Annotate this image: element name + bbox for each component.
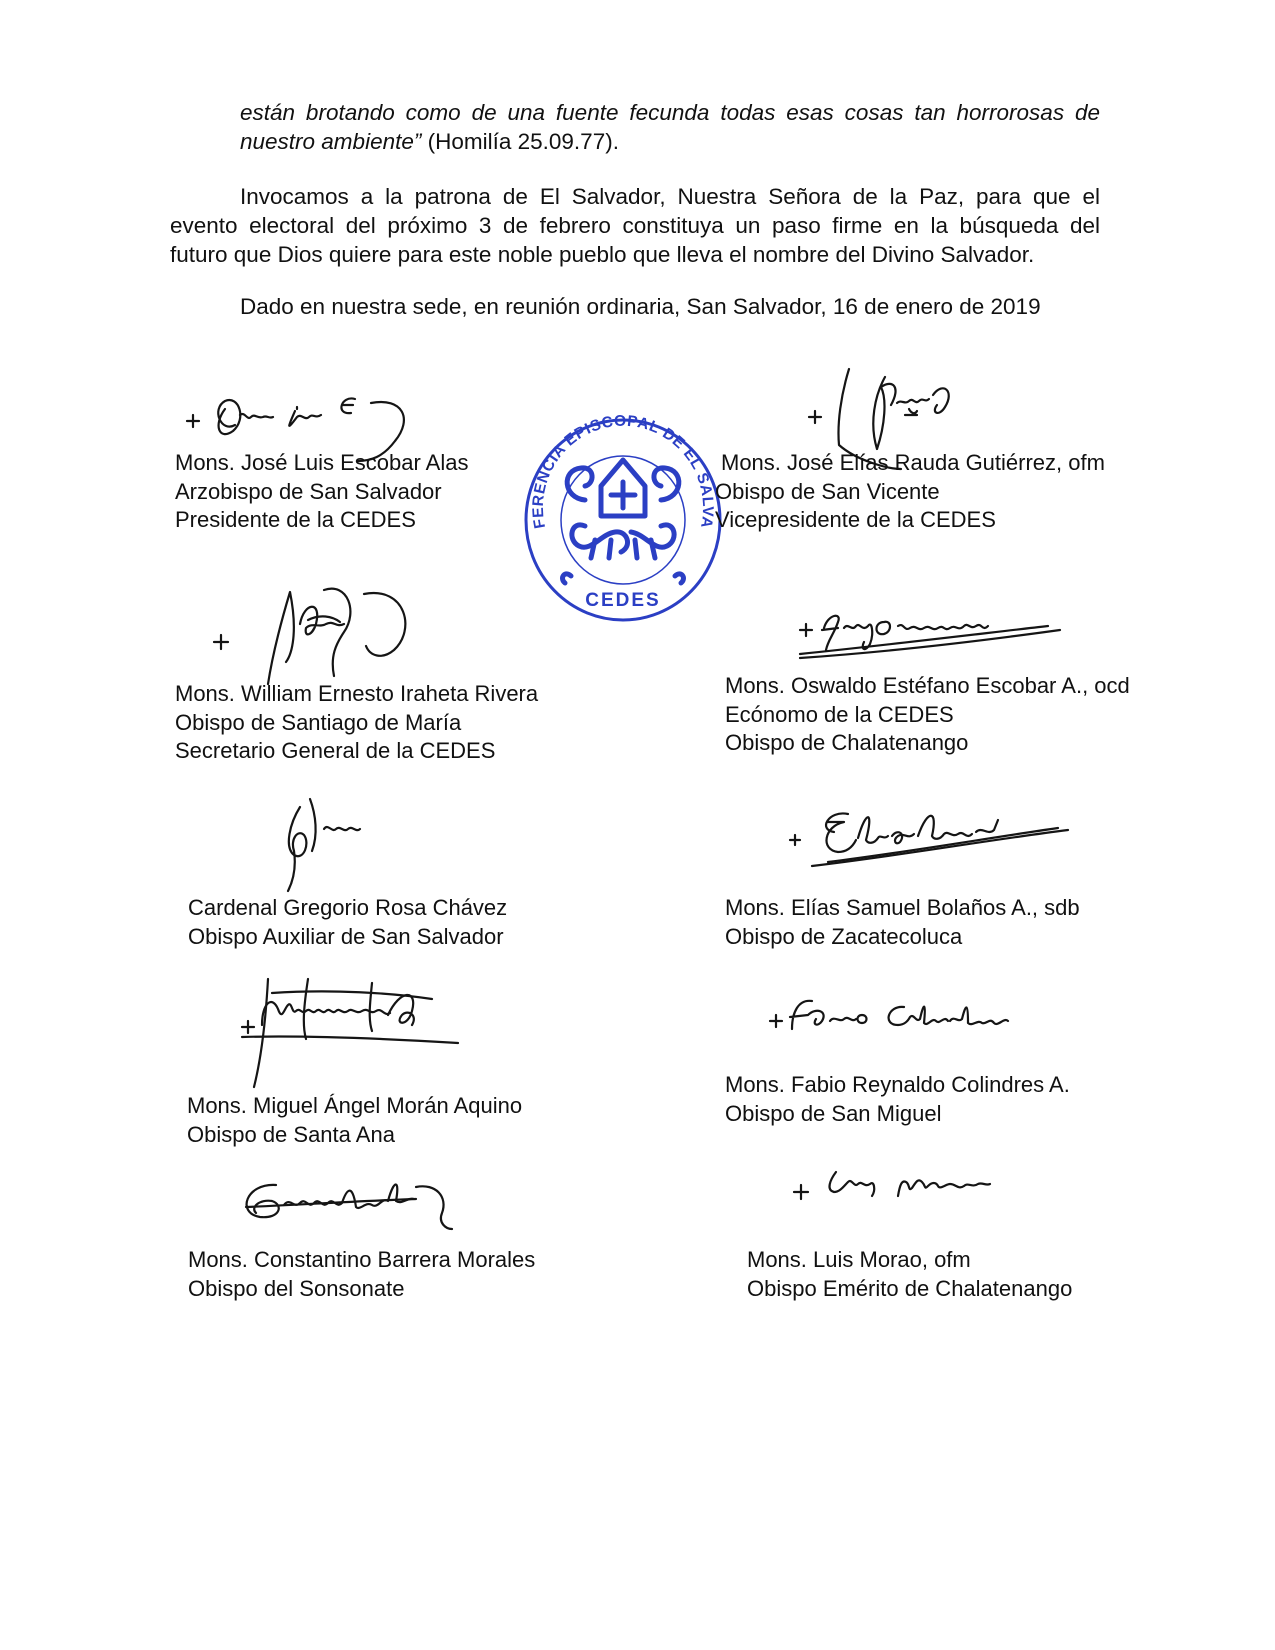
signatory-title: Obispo Emérito de Chalatenango [747,1275,1073,1301]
quote-line-1: están brotando como de una fuente fecunda todas esas cosas tan horrorosas de [240,100,1100,125]
quote-paragraph [240,98,1100,156]
signatory-name: Mons. Elías Samuel Bolaños A., sdb [725,895,1080,920]
cedes-seal-graphic [523,408,723,628]
signatory-role: Obispo de Chalatenango [725,730,969,755]
signature-iraheta [208,572,428,687]
signatory-oswaldo [725,672,1130,758]
quote-close-mark: ” [413,129,422,154]
signature-barrera [236,1167,461,1232]
signature-oswaldo [798,604,1068,664]
signature-moran [232,975,462,1090]
signatory-title: Obispo del Sonsonate [188,1275,405,1301]
invocation-line-1 [170,182,1100,211]
signatory-escobar-alas [175,449,468,535]
cedes-seal [523,408,723,628]
signatory-rauda [715,449,1105,535]
signatory-name: Mons. Luis Morao, ofm [747,1247,971,1272]
signatory-barrera [188,1246,535,1303]
signatory-name: Mons. José Elías Rauda Gutiérrez, ofm [721,450,1105,475]
signatory-title: Obispo de Santiago de María [175,709,462,735]
seal-ring-text: FERENCIA EPISCOPAL DE EL SALVA [529,412,717,530]
signatory-bolanos [725,894,1080,951]
signatory-colindres [725,1071,1070,1128]
signatory-role: Vicepresidente de la CEDES [715,507,996,532]
invocation-paragraph [170,182,1100,269]
signatory-title: Obispo de San Vicente [715,478,940,504]
signatory-role: Secretario General de la CEDES [175,738,496,763]
quote-line-2-text: nuestro ambiente [240,129,414,154]
signatory-rosa [188,894,507,951]
signature-morao [790,1160,1000,1205]
quote-line-2 [240,127,1100,156]
signatory-moran [187,1092,522,1149]
signatory-name: Mons. Constantino Barrera Morales [188,1247,536,1272]
signatory-morao [747,1246,1072,1303]
signatory-name: Mons. William Ernesto Iraheta Rivera [175,681,539,706]
signatory-title: Obispo de San Miguel [725,1100,942,1126]
signatory-title: Arzobispo de San Salvador [175,478,442,504]
signature-rosa [270,795,380,895]
signatory-name: Mons. José Luis Escobar Alas [175,450,469,475]
seal-bottom-text: CEDES [585,590,661,611]
signatory-name: Mons. Fabio Reynaldo Colindres A. [725,1072,1070,1097]
signatory-name: Mons. Miguel Ángel Morán Aquino [187,1093,523,1118]
signature-colindres [768,993,1028,1038]
signatory-iraheta [175,680,538,766]
dated-text: Dado en nuestra sede, en reunión ordinaria, San Salvador, 16 de enero de 2019 [240,294,1041,319]
signatory-title: Obispo de Santa Ana [187,1121,395,1147]
signatory-name: Cardenal Gregorio Rosa Chávez [188,895,508,920]
signatory-title: Ecónomo de la CEDES [725,701,954,727]
quote-citation: (Homilía 25.09.77). [421,129,619,154]
dated-line [240,292,1120,321]
invocation-line-2: evento electoral del próximo 3 de febrero constituya un paso firme en la búsqueda del [170,213,1100,238]
signatory-name: Mons. Oswaldo Estéfano Escobar A., ocd [725,673,1130,698]
invocation-line-1-text: Invocamos a la patrona de El Salvador, Nuestra Señora de la Paz, para que el [240,184,1100,209]
invocation-line-3: futuro que Dios quiere para este noble pueblo que lleva el nombre del Divino Salvador. [170,242,1035,267]
signatory-title: Obispo Auxiliar de San Salvador [188,923,504,949]
signatory-title: Obispo de Zacatecoluca [725,923,963,949]
signature-bolanos [788,800,1073,870]
signatory-role: Presidente de la CEDES [175,507,416,532]
